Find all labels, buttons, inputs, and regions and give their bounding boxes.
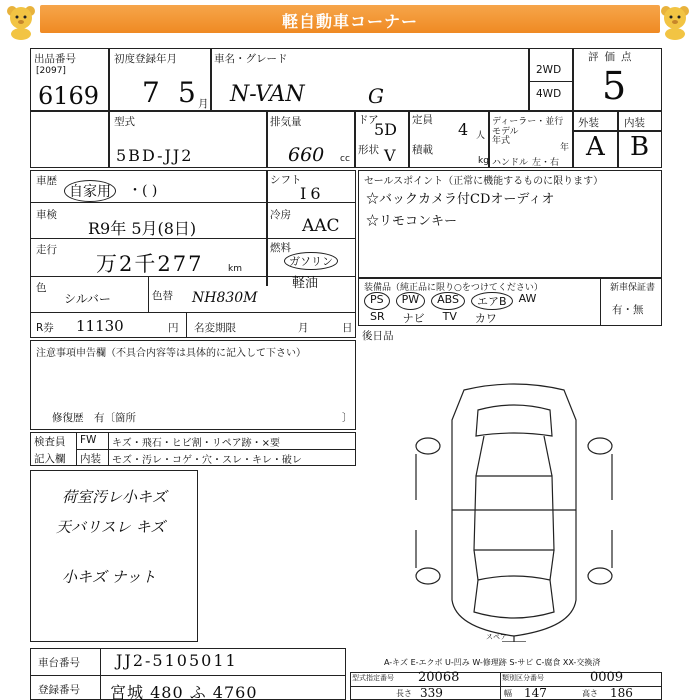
displacement-label: 排気量	[270, 116, 302, 128]
equipment-item: PW	[396, 292, 426, 310]
first-reg-year: 7	[142, 76, 160, 109]
shift-label: シフト	[270, 174, 302, 186]
fuel-value: ガソリン	[284, 252, 338, 270]
color-code: NH830M	[192, 290, 258, 306]
color-label: 色	[36, 282, 47, 294]
spec-label-5: 高さ	[582, 689, 598, 698]
lot-number: 6169	[38, 82, 100, 110]
shift-value: I6	[300, 184, 325, 203]
ext-grade: A	[586, 132, 605, 162]
capacity-value: 4	[458, 120, 469, 139]
equipment-label: 装備品（純正品に限り○をつけてください）	[364, 283, 543, 293]
lot-sub: [2097]	[36, 66, 66, 76]
shape-value: V	[384, 146, 396, 165]
spec-value-1: 20068	[418, 670, 460, 685]
int-grade: B	[630, 132, 650, 162]
color-value: シルバー	[64, 292, 111, 306]
usage-rest: ・( )	[128, 183, 158, 199]
handle-label: ハンドル	[492, 158, 529, 168]
sales-point-2: ☆リモコンキー	[366, 214, 458, 229]
recycle-label: R券	[36, 322, 54, 334]
inspector-fw: FW	[80, 434, 97, 446]
equipment-item: PS	[364, 292, 390, 310]
equipment-item: ABS	[431, 292, 465, 310]
spec-label-1: 型式指定番号	[352, 674, 394, 682]
damage-legend: A-キズ E-エクボ U-凹み W-修理跡 S-サビ C-腐食 XX-交換済	[384, 658, 601, 667]
spec-value-5: 186	[610, 686, 633, 700]
inspector-label-2: 記入欄	[34, 453, 66, 465]
mileage-value: 万2千277	[96, 252, 204, 276]
repair-close-bracket: 〕	[342, 412, 353, 424]
fuel-label: 燃料	[270, 242, 291, 254]
change-month: 月	[298, 322, 309, 334]
color-code-label: 色替	[152, 290, 173, 302]
usage-label: 車歴	[36, 175, 57, 187]
plate-value: 宮城 480 ふ 4760	[110, 683, 258, 700]
change-label: 名変期限	[194, 322, 236, 334]
recycle-value: 11130	[76, 317, 124, 335]
model-value: 5BD-JJ2	[116, 146, 194, 165]
usage-value: 自家用	[64, 180, 116, 202]
equipment-row-2	[370, 310, 497, 326]
capacity-label: 定員	[412, 114, 433, 126]
fuel-alt: 軽油	[292, 276, 319, 291]
spec-value-2: 0009	[590, 670, 624, 685]
first-reg-label: 初度登録年月	[114, 53, 177, 65]
recycle-unit: 円	[168, 322, 179, 334]
notes-label: 注意事項申告欄（不具合内容等は具体的に記入して下さい）	[36, 348, 306, 359]
dealer-label: ディーラー・並行	[492, 117, 564, 127]
inspector-line-1: キズ・飛石・ヒビ割・リペア跡・×要	[112, 438, 280, 449]
spec-label-3: 長さ	[396, 689, 412, 698]
equipment-row-1	[364, 292, 536, 310]
new-warranty-label: 新車保証書	[610, 283, 656, 293]
repair-history: 修復歴 有〔箇所	[52, 412, 136, 424]
model-label: 型式	[114, 116, 135, 128]
displacement-unit: cc	[340, 154, 350, 164]
inspection-label: 車検	[36, 209, 57, 221]
equipment-item: SR	[370, 310, 385, 323]
inspector-interior: 内装	[80, 453, 101, 465]
displacement-value: 660	[288, 144, 325, 166]
car-grade-value: G	[368, 84, 384, 108]
handle-value: 左・右	[532, 158, 560, 168]
inspector-line-2: モズ・汚レ・コゲ・穴・スレ・キレ・破レ	[112, 455, 302, 466]
change-day: 日	[342, 322, 353, 334]
equipment-item: エアB	[471, 292, 513, 310]
rating-label: 評価点	[588, 51, 638, 63]
lot-label: 出品番号	[34, 53, 76, 65]
int-label: 内装	[624, 117, 645, 129]
ext-label: 外装	[578, 117, 599, 129]
after-fit-label: 後日品	[362, 330, 394, 342]
load-label: 積載	[412, 144, 433, 156]
equipment-item: AW	[518, 292, 537, 305]
plate-label: 登録番号	[38, 684, 80, 696]
car-damage-diagram	[404, 380, 624, 642]
header-title: 軽自動車コーナー	[281, 12, 418, 31]
shape-label: 形状	[358, 144, 379, 156]
handwritten-note-3: 小キズ ナット	[62, 568, 157, 586]
doors-value: 5D	[374, 120, 398, 139]
ac-value: AAC	[302, 216, 340, 236]
load-unit: kg	[478, 156, 489, 166]
first-reg-unit: 月	[198, 98, 209, 110]
drive-2wd: 2WD	[536, 64, 562, 76]
drive-4wd: 4WD	[536, 88, 562, 100]
equipment-item: TV	[442, 310, 457, 323]
mileage-unit: km	[228, 264, 242, 274]
spec-label-4: 幅	[504, 689, 512, 698]
spare-label: スペア	[486, 633, 507, 641]
mileage-label: 走行	[36, 244, 57, 256]
equipment-item: ナビ	[402, 312, 425, 325]
sales-points-label: セールスポイント（正常に機能するものに限ります）	[364, 176, 604, 187]
car-name-value: N-VAN	[230, 82, 305, 107]
first-reg-month: 5	[178, 76, 196, 109]
model-year-label: モデル年式	[492, 127, 519, 146]
car-name-label: 車名・グレード	[214, 53, 288, 65]
capacity-unit: 人	[476, 131, 486, 141]
spec-label-2: 類別区分番号	[502, 674, 544, 682]
sales-point-1: ☆バックカメラ付CDオーディオ	[366, 192, 555, 207]
doors-label: ドア	[358, 114, 379, 126]
chassis-value: JJ2-5105011	[116, 651, 238, 670]
rating-score: 5	[602, 64, 627, 108]
handwritten-note-2: 天バリスレ キズ	[56, 518, 166, 536]
ac-label: 冷房	[270, 209, 291, 221]
equipment-item: カワ	[474, 312, 497, 325]
inspection-value: R9年 5月(8日)	[88, 219, 197, 238]
chassis-label: 車台番号	[38, 657, 80, 669]
warranty-value: 有・無	[612, 304, 644, 316]
spec-value-4: 147	[524, 686, 547, 700]
spec-value-3: 339	[420, 686, 443, 700]
handwritten-note-1: 荷室汚レ小キズ	[62, 488, 167, 506]
model-year-unit: 年	[560, 143, 570, 153]
inspector-label-1: 検査員	[34, 436, 66, 448]
